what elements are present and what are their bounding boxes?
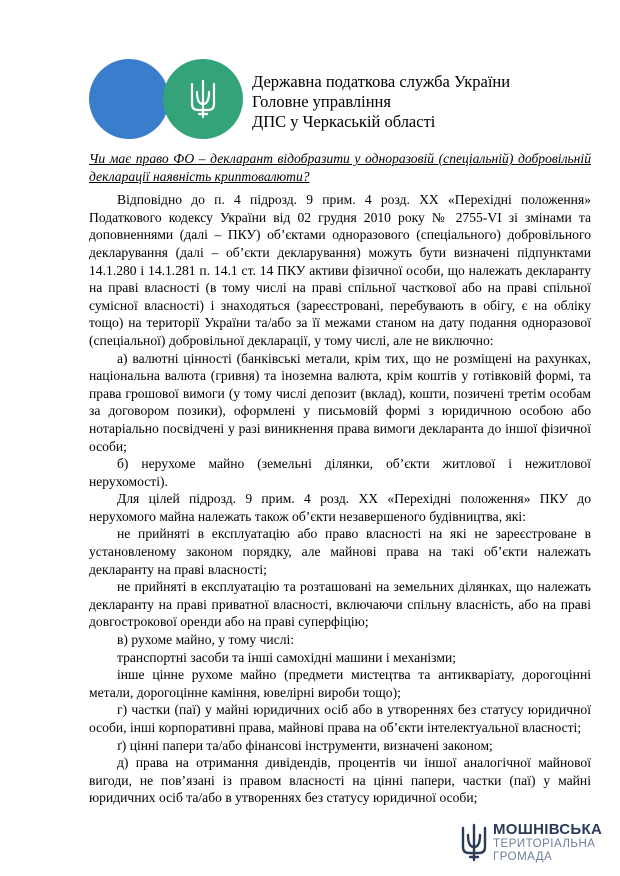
document-body (89, 150, 591, 807)
paragraph: в) рухоме майно, у тому числі: (117, 632, 295, 648)
paragraph: б) нерухоме майно (земельні ділянки, об’єкти житлової і нежитлової нерухомості). (89, 456, 591, 489)
paragraph: транспортні засоби та інші самохідні машини і механізми; (117, 649, 457, 665)
paragraph: не прийняті в експлуатацію та розташовані на земельних ділянках, що належать декларанту на праві приватної власності, включаючи спільну власність, або на праві довгострокової оренди або на праві суперфіцію; (89, 579, 591, 630)
paragraph: інше цінне рухоме майно (предмети мистецтва та антикваріату, дорогоцінні метали, дорогоцінне каміння, ювелірні вироби тощо); (89, 667, 591, 700)
paragraph: Для цілей підрозд. 9 прим. 4 розд. XX «Перехідні положення» ПКУ до нерухомого майна належать також об’єкти незавершеного будівництва, які: (89, 491, 591, 524)
community-name-line-3: ГРОМАДА (493, 851, 553, 863)
paragraph: г) частки (паї) у майні юридичних осіб або в утвореннях без статусу юридичної особи, інші корпоративні права, майнові права на об’єкти інтелектуальної власності; (89, 702, 591, 735)
community-name-line-1: МОШНІВСЬКА (493, 821, 603, 838)
trident-icon (459, 823, 489, 863)
paragraph: д) права на отримання дивідендів, процентів чи іншої аналогічної майнової вигоди, не пов’язані із правом власності на цінні папери, частки (паї) у майні юридичних осіб та/або в утвореннях без статусу юридичної особи; (89, 755, 591, 806)
community-watermark (459, 822, 602, 864)
trident-icon (188, 78, 218, 120)
community-name-line-2: ТЕРИТОРІАЛЬНА (493, 838, 596, 850)
paragraph: а) валютні цінності (банківські метали, крім тих, що не розміщені на рахунках, національна валюта (гривня) та іноземна валюта, крім коштів у готівковій формі, та права грошової вимоги (у тому числі депозит (вклад), кошти, позичені третім особам за договором позики), оформлені у письмовій формі з юридичною особою або нотаріально посвідчені у разі виникнення права вимоги декларанта до іншої фізичної особи; (89, 350, 591, 454)
paragraph: Відповідно до п. 4 підрозд. 9 прим. 4 розд. XX «Перехідні положення» Податкового кодексу України від 02 грудня 2010 року № 2755-VI зі змінами та доповненнями (далі – ПКУ) об’єктами одноразового (спеціального) добровільного декларування (далі – об’єкти декларування) можуть бути визначені підпунктами 14.1.280 і 14.1.281 п. 14.1 ст. 14 ПКУ активи фізичної особи, що належать декларанту на праві власності (в тому числі на праві спільної часткової або на праві спільної сумісної власності) і знаходяться (зареєстровані, перебувають в обігу, є на обліку тощо) на території України та/або за її межами станом на дату подання одноразової (спеціальної) добровільної декларації, у тому числі, але не виключно: (89, 192, 591, 348)
header-line-2: Головне управління (252, 92, 391, 111)
community-name (493, 822, 602, 864)
organization-header (252, 72, 510, 132)
trident-logo (163, 59, 243, 139)
header-line-1: Державна податкова служба України (252, 72, 511, 91)
header-line-3: ДПС у Черкаській області (252, 112, 436, 131)
paragraph: не прийняті в експлуатацію або право власності на які не зареєстроване в установленому законом порядку, але майнові права на такі об’єкти належать декларанту на праві власності; (89, 526, 591, 577)
tax-service-blue-logo (89, 59, 169, 139)
question-heading: Чи має право ФО – декларант відобразити у одноразовій (спеціальній) добровільній декларації наявність криптовалюти? (89, 151, 591, 184)
paragraph: ґ) цінні папери та/або фінансові інструменти, визначені законом; (117, 737, 493, 753)
